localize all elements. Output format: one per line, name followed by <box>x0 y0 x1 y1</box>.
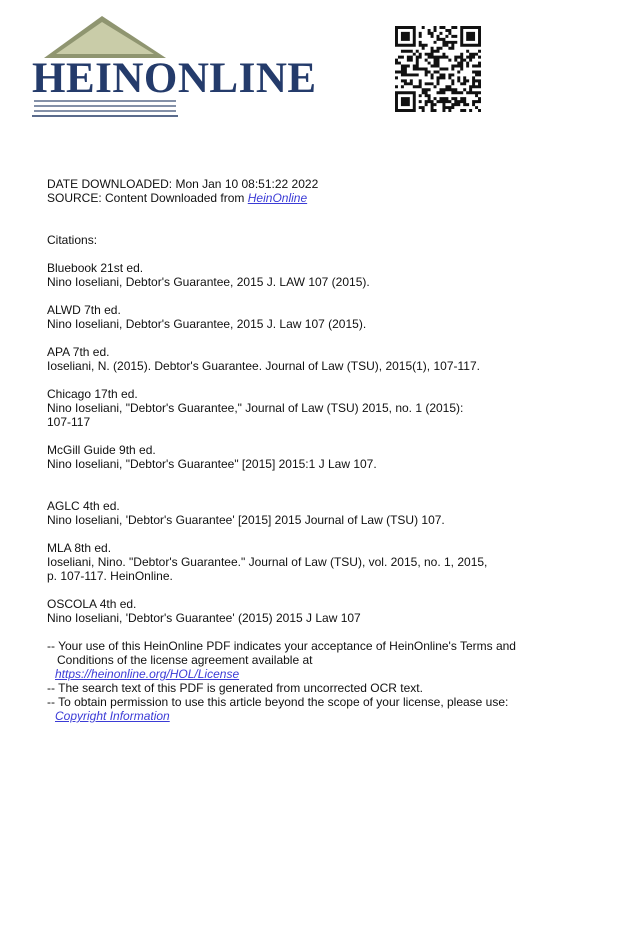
citation-text: Nino Ioseliani, "Debtor's Guarantee," Journal of Law (TSU) 2015, no. 1 (2015): <box>47 401 464 415</box>
citation-style: Chicago 17th ed. <box>47 387 138 401</box>
citation-text: 107-117 <box>47 415 91 429</box>
copyright-information-link[interactable]: Copyright Information <box>55 709 170 723</box>
citation-oscola <box>47 597 587 625</box>
citation-text: Nino Ioseliani, Debtor's Guarantee, 2015 J. Law 107 (2015). <box>47 317 367 331</box>
license-notices <box>47 639 587 723</box>
citation-apa <box>47 345 587 373</box>
qr-code-icon <box>395 26 481 112</box>
terms-notice-continued: Conditions of the license agreement available at <box>57 653 313 667</box>
citation-text: Nino Ioseliani, 'Debtor's Guarantee' [2015] 2015 Journal of Law (TSU) 107. <box>47 513 445 527</box>
citation-text: Nino Ioseliani, "Debtor's Guarantee" [2015] 2015:1 J Law 107. <box>47 457 377 471</box>
date-downloaded: DATE DOWNLOADED: Mon Jan 10 08:51:22 2022 <box>47 177 319 191</box>
permission-notice: -- To obtain permission to use this article beyond the scope of your license, please use: <box>47 695 509 709</box>
terms-notice: -- Your use of this HeinOnline PDF indicates your acceptance of HeinOnline's Terms and <box>47 639 516 653</box>
citation-bluebook <box>47 261 587 289</box>
citation-text: Ioseliani, N. (2015). Debtor's Guarantee. Journal of Law (TSU), 2015(1), 107-117. <box>47 359 480 373</box>
ocr-notice: -- The search text of this PDF is generated from uncorrected OCR text. <box>47 681 423 695</box>
citation-text: Ioseliani, Nino. "Debtor's Guarantee." Journal of Law (TSU), vol. 2015, no. 1, 2015, <box>47 555 488 569</box>
citation-style: Bluebook 21st ed. <box>47 261 144 275</box>
citation-mcgill <box>47 443 587 471</box>
heinonline-logo <box>30 14 346 120</box>
source-line <box>47 191 587 205</box>
citation-style: AGLC 4th ed. <box>47 499 120 513</box>
source-label: SOURCE: Content Downloaded from <box>47 191 245 205</box>
citation-style: ALWD 7th ed. <box>47 303 121 317</box>
license-link[interactable]: https://heinonline.org/HOL/License <box>55 667 240 681</box>
citation-style: OSCOLA 4th ed. <box>47 597 137 611</box>
citation-chicago <box>47 387 587 429</box>
citation-aglc <box>47 499 587 527</box>
cover-page-content <box>47 177 587 723</box>
citation-text: Nino Ioseliani, 'Debtor's Guarantee' (2015) 2015 J Law 107 <box>47 611 361 625</box>
citation-mla <box>47 541 587 583</box>
citations-heading: Citations: <box>47 233 98 247</box>
logo-wordmark: HEINONLINE <box>32 55 317 102</box>
qr-modules <box>395 26 481 112</box>
citation-style: McGill Guide 9th ed. <box>47 443 156 457</box>
citation-alwd <box>47 303 587 331</box>
citation-style: MLA 8th ed. <box>47 541 112 555</box>
citation-style: APA 7th ed. <box>47 345 110 359</box>
heinonline-link[interactable]: HeinOnline <box>247 191 308 205</box>
citation-text: Nino Ioseliani, Debtor's Guarantee, 2015 J. LAW 107 (2015). <box>47 275 370 289</box>
qr-code <box>395 26 481 112</box>
citation-text: p. 107-117. HeinOnline. <box>47 569 173 583</box>
